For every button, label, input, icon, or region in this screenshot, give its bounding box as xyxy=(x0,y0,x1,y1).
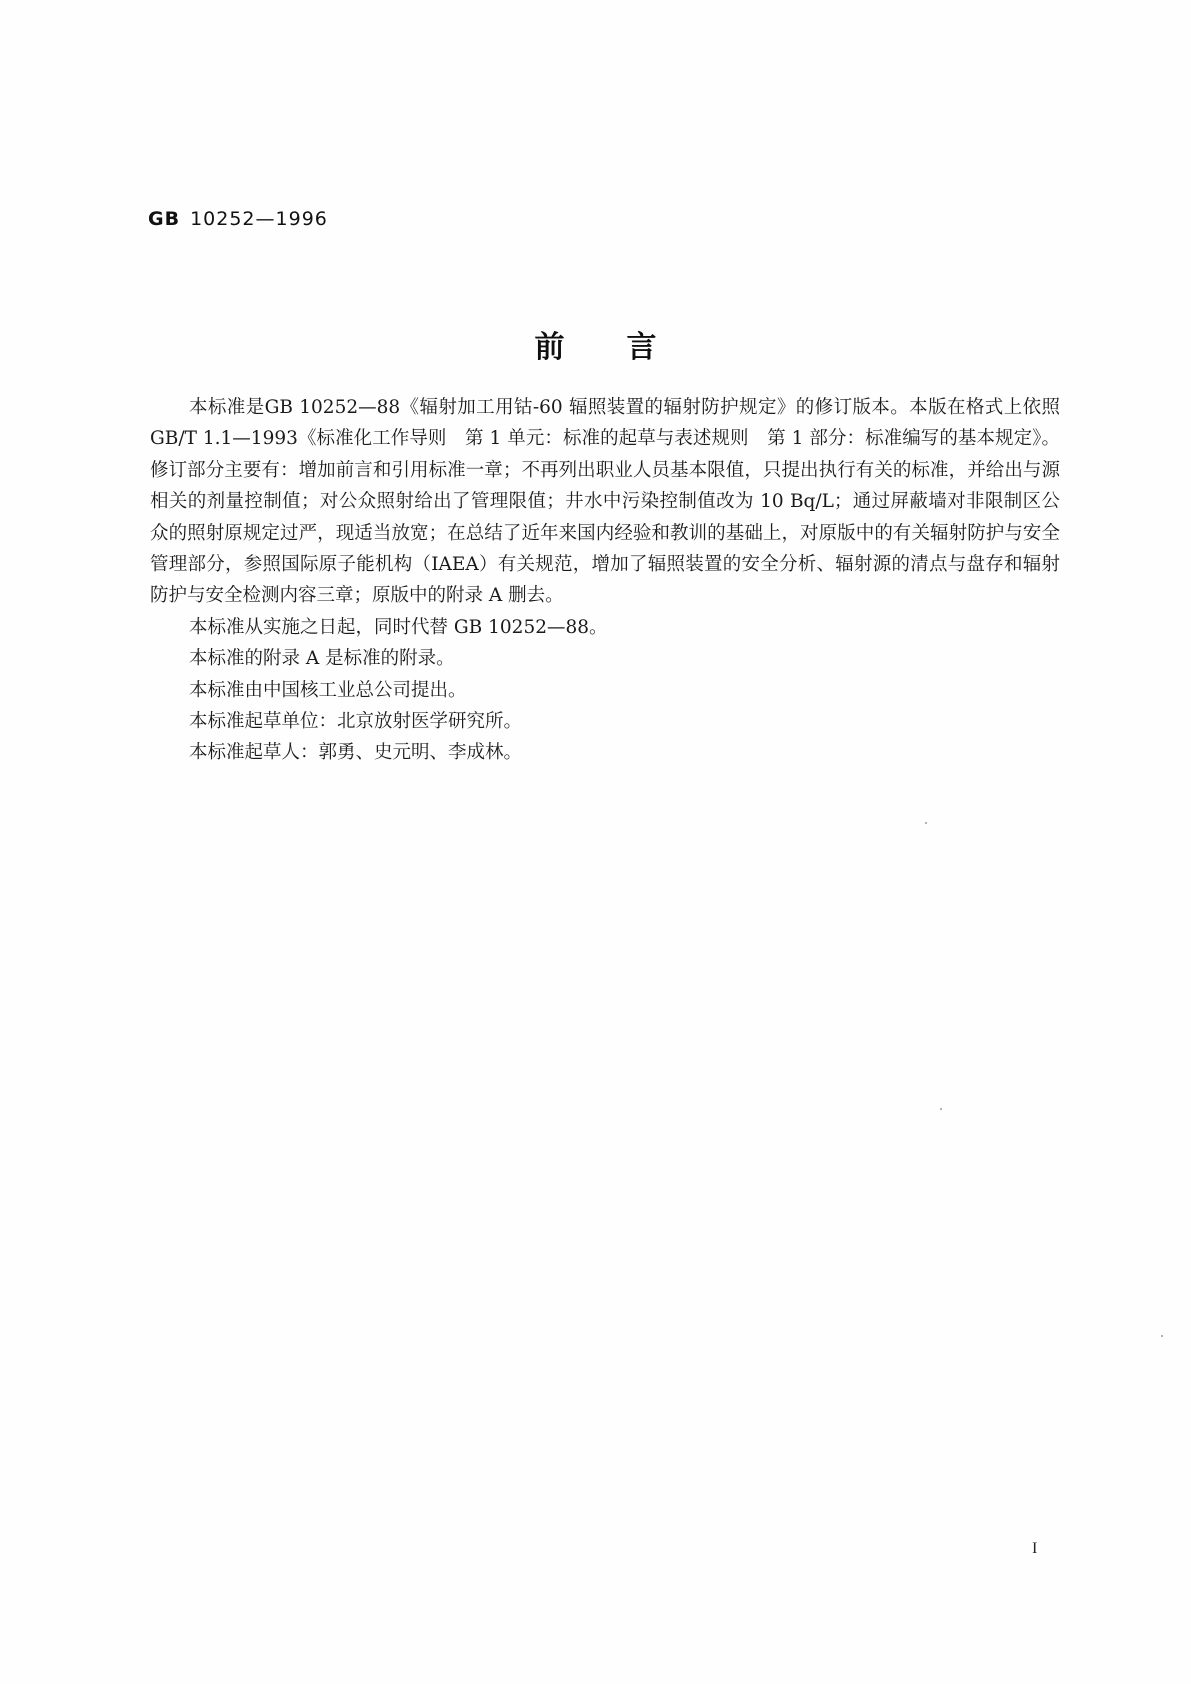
preface-body xyxy=(150,392,1060,769)
preface-paragraph-drafters: 本标准起草人：郭勇、史元明、李成林。 xyxy=(189,742,523,764)
scan-speck xyxy=(1161,1335,1163,1337)
standard-number: 10252—1996 xyxy=(190,208,328,230)
standard-number-header xyxy=(148,208,328,230)
page-title: 前言 xyxy=(534,330,719,365)
scan-speck xyxy=(925,822,927,824)
preface-paragraph-appendix: 本标准的附录 A 是标准的附录。 xyxy=(189,648,455,670)
preface-paragraph-drafting-unit: 本标准起草单位：北京放射医学研究所。 xyxy=(189,711,523,733)
preface-paragraph-revision: 本标准是GB 10252—88《辐射加工用钴-60 辐照装置的辐射防护规定》的修订版本。本版在格式上依照GB/T 1.1—1993《标准化工作导则 第 1 单元：标准的起草与表述规则 第 1 部分：标准编写的基本规定》。修订部分主要有：增加前言和引用标准一章；不再列出职业人员基本限值，只提出执行有关的标准，并给出与源相关的剂量控制值；对公众照射给出了管理限值；井水中污染控制值改为 10 Bq/L；通过屏蔽墙对非限制区公众的照射原规定过严，现适当放宽；在总结了近年来国内经验和教训的基础上，对原版中的有关辐射防护与安全管理部分，参照国际原子能机构（IAEA）有关规范，增加了辐照装置的安全分析、辐射源的清点与盘存和辐射防护与安全检测内容三章；原版中的附录 A 删去。 xyxy=(150,397,1060,607)
standard-prefix: GB xyxy=(148,208,181,230)
page-number: I xyxy=(1032,1540,1038,1557)
preface-paragraph-proposer: 本标准由中国核工业总公司提出。 xyxy=(189,679,467,701)
preface-paragraph-replacement: 本标准从实施之日起，同时代替 GB 10252—88。 xyxy=(189,616,608,638)
scan-speck xyxy=(940,1108,942,1110)
